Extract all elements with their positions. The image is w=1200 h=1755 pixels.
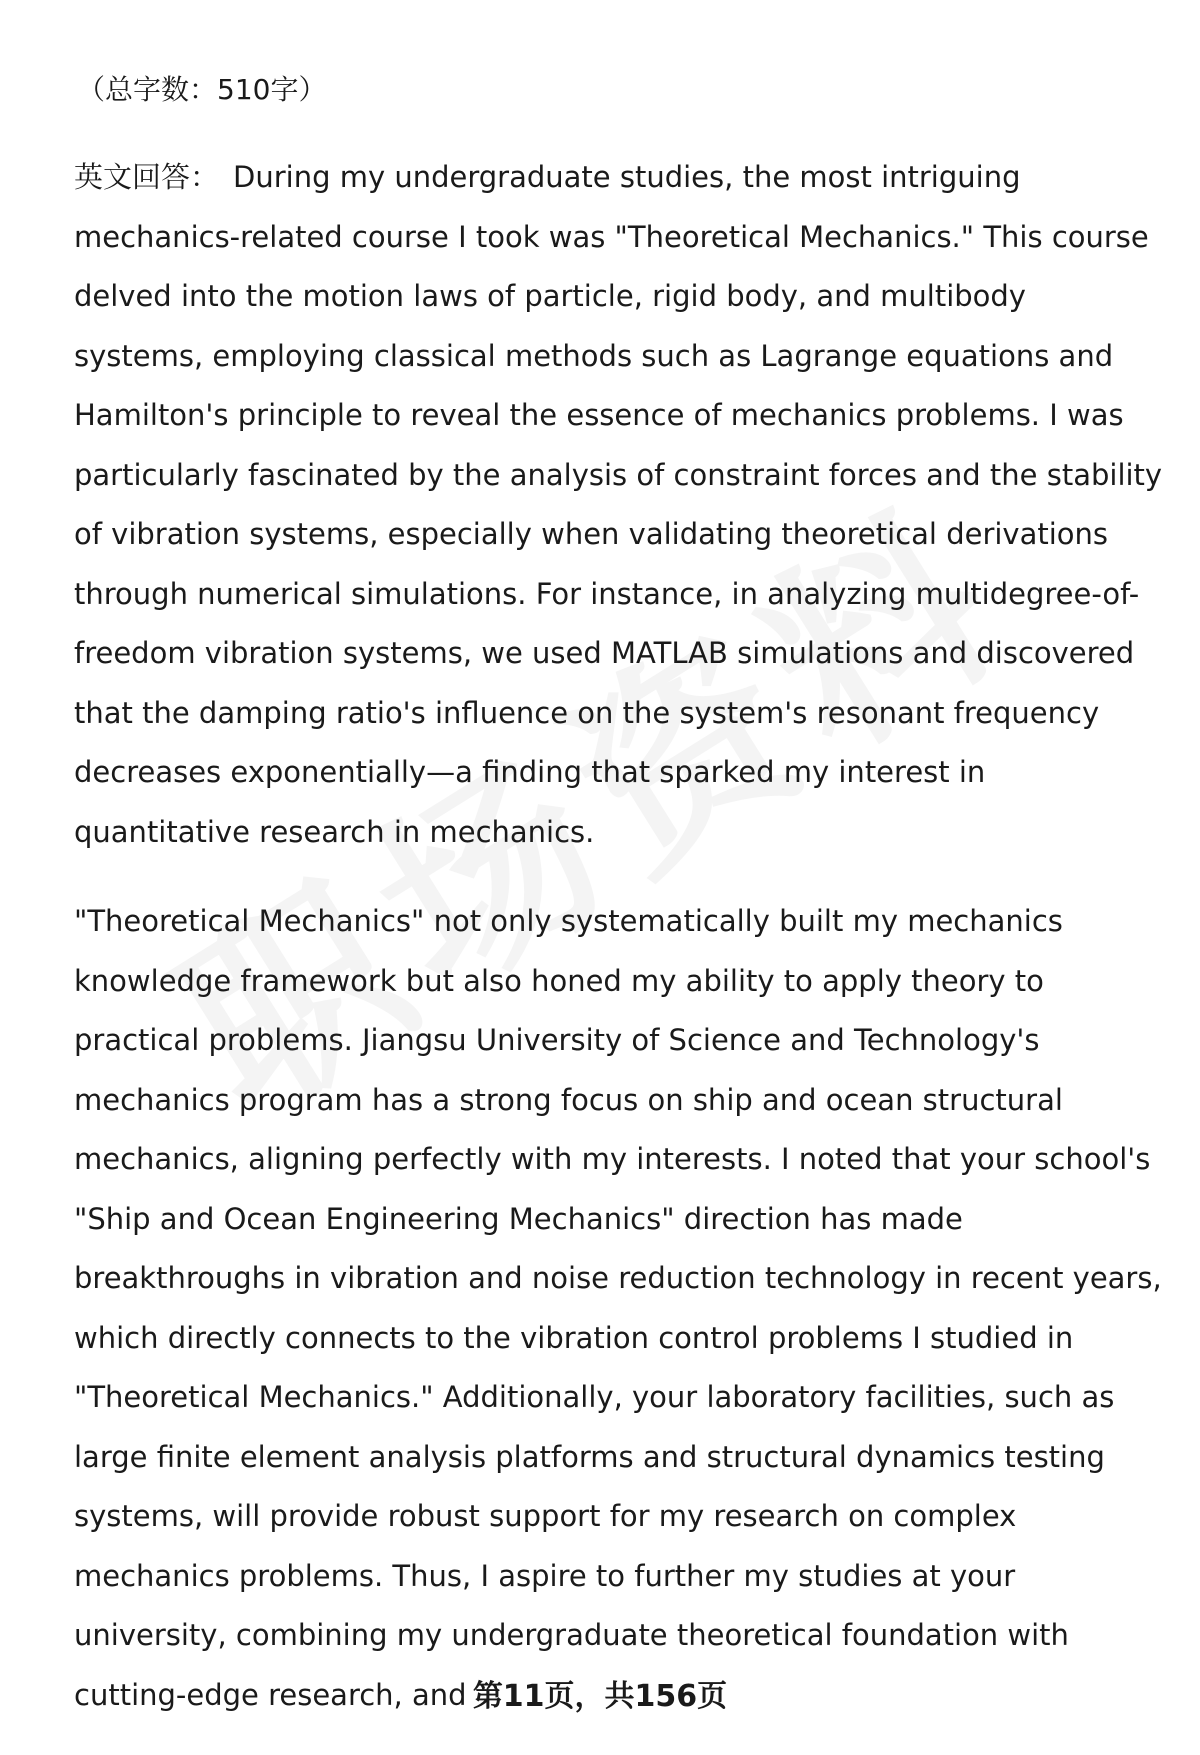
paragraph-2: "Theoretical Mechanics" not only systematically built my mechanics knowledge framework but also honed my ability to apply theory to practical problems. Jiangsu University of Science and Technology's mechanics program has a strong focus on ship and ocean structural mechanics, aligning perfectly with my interests. I noted that your school's "Ship and Ocean Engineering Mechanics" direction has made breakthroughs in vibration and noise reduction technology in recent years, which directly connects to the vibration control problems I studied in "Theoretical Mechanics." Additionally, your laboratory facilities, such as large finite element analysis platforms and structural dynamics testing systems, will provide robust support for my research on complex mechanics problems. Thus, I aspire to further my studies at your university, combining my undergraduate theoretical foundation with cutting-edge research, and	[74, 904, 1162, 1712]
word-count: （总字数：510字）	[77, 73, 327, 106]
paragraph-1	[74, 148, 1164, 862]
answer-label: 英文回答：	[74, 160, 220, 194]
answer-body	[74, 148, 1164, 1725]
paragraph-1-text: During my undergraduate studies, the most intriguing mechanics-related course I took was "Theoretical Mechanics." This course delved into the motion laws of particle, rigid body, and multibody systems, employing classical methods such as Lagrange equations and Hamilton's principle to reveal the essence of mechanics problems. I was particularly fascinated by the analysis of constraint forces and the stability of vibration systems, especially when validating theoretical derivations through numerical simulations. For instance, in analyzing multidegree-of-freedom vibration systems, we used MATLAB simulations and discovered that the damping ratio's influence on the system's resonant frequency decreases exponentially—a finding that sparked my interest in quantitative research in mechanics.	[74, 160, 1163, 849]
page-number: 第11页，共156页	[472, 1679, 728, 1714]
